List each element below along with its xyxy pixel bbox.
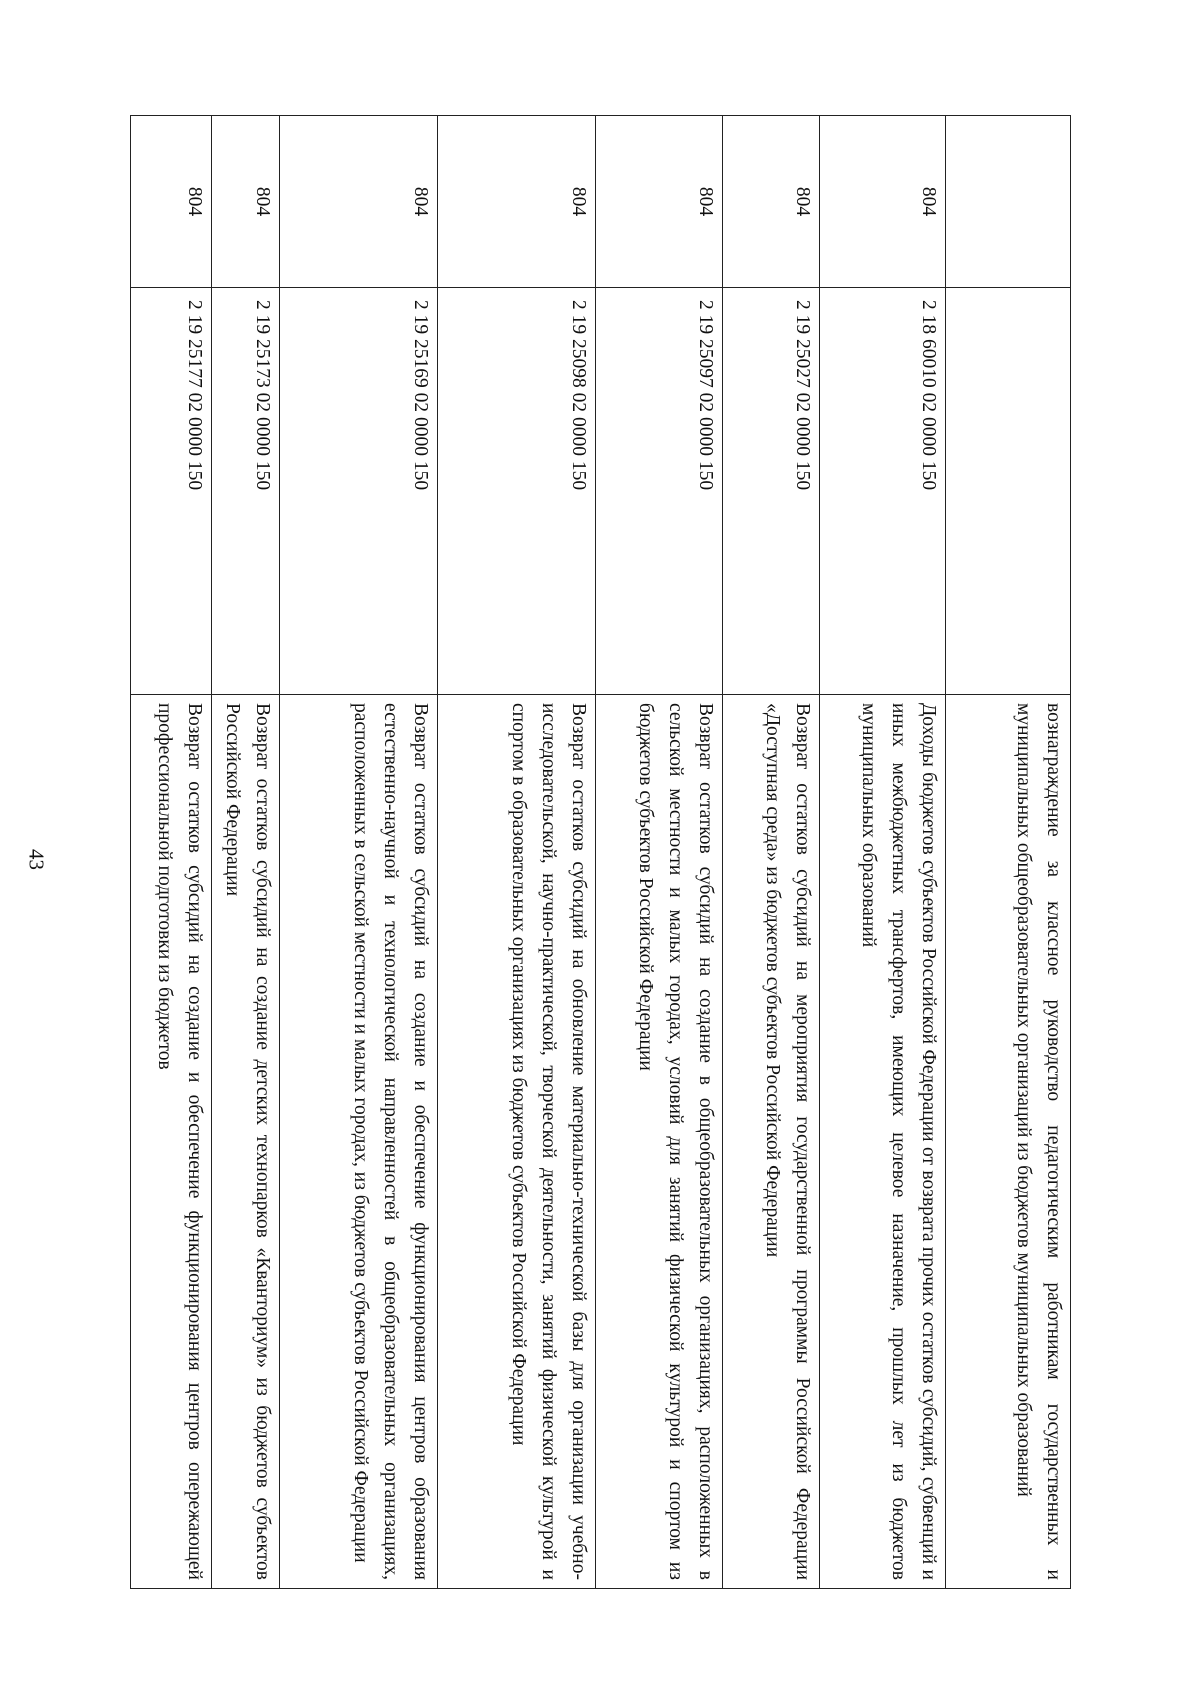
budget-codes-table: [130, 115, 1071, 1589]
admin-code-cell: 804: [723, 116, 820, 288]
description-cell: [212, 695, 280, 1589]
description-cell: [946, 695, 1071, 1589]
budget-code-cell: 2 19 25098 02 0000 150: [438, 288, 596, 695]
rotated-table-container: [131, 115, 1071, 1588]
table-row: [596, 116, 723, 1589]
table-row: [946, 116, 1071, 1589]
table-row: [280, 116, 438, 1589]
budget-code-cell: 2 18 60010 02 0000 150: [820, 288, 946, 695]
description-cell: [131, 695, 212, 1589]
description-text: Доходы бюджетов субъектов Российской Федерации от возврата прочих остатков субсидий, субвенций и иных межбюджетных трансфертов, имеющих целевое назначение, прошлых лет из бюджетов муниципальных образований: [858, 703, 939, 1580]
table-row: [212, 116, 280, 1589]
admin-code-cell: 804: [820, 116, 946, 288]
budget-code-cell: 2 19 25097 02 0000 150: [596, 288, 723, 695]
admin-code-cell: 804: [438, 116, 596, 288]
description-text: вознаграждение за классное руководство педагогическим работникам государственных и муниципальных общеобразовательных организаций из бюджетов муниципальных образований: [1013, 703, 1064, 1580]
budget-code-cell: 2 19 25027 02 0000 150: [723, 288, 820, 695]
description-text: Возврат остатков субсидий на создание и обеспечение функционирования центров опережающей профессиональной подготовки из бюджетов: [154, 703, 205, 1580]
description-text: Возврат остатков субсидий на создание и обеспечение функционирования центров образования естественно-научной и технологической направленностей в общеобразовательных организациях, расположенных в сельской местности и малых городах, из бюджетов субъектов Российской Федерации: [350, 703, 431, 1580]
admin-code-cell: 804: [596, 116, 723, 288]
admin-code-cell: 804: [131, 116, 212, 288]
admin-code-cell: 804: [212, 116, 280, 288]
description-text: Возврат остатков субсидий на мероприятия государственной программы Российской Федерации «Доступная среда» из бюджетов субъектов Российской Федерации: [762, 703, 813, 1580]
table-row: [438, 116, 596, 1589]
budget-code-cell: 2 19 25177 02 0000 150: [131, 288, 212, 695]
description-text: Возврат остатков субсидий на создание в общеобразовательных организациях, расположенных в сельской местности и малых городах, условий для занятий физической культурой и спортом из бюджетов субъектов Российской Федерации: [635, 703, 716, 1580]
budget-code-cell: 2 19 25169 02 0000 150: [280, 288, 438, 695]
description-cell: [280, 695, 438, 1589]
admin-code-cell: 804: [280, 116, 438, 288]
admin-code-cell: [946, 116, 1071, 288]
description-text: Возврат остатков субсидий на создание детских технопарков «Кванториум» из бюджетов субъектов Российской Федерации: [222, 703, 273, 1580]
table-row: [723, 116, 820, 1589]
table-row: [131, 116, 212, 1589]
budget-code-cell: 2 19 25173 02 0000 150: [212, 288, 280, 695]
budget-code-cell: [946, 288, 1071, 695]
description-cell: [820, 695, 946, 1589]
page-number: 43: [24, 849, 49, 870]
description-text: Возврат остатков субсидий на обновление материально-технической базы для организации учебно-исследовательской, научно-практической, творческой деятельности, занятий физической культурой и спортом в образовательных организациях из бюджетов субъектов Российской Федерации: [508, 703, 589, 1580]
description-cell: [723, 695, 820, 1589]
description-cell: [438, 695, 596, 1589]
description-cell: [596, 695, 723, 1589]
table-row: [820, 116, 946, 1589]
